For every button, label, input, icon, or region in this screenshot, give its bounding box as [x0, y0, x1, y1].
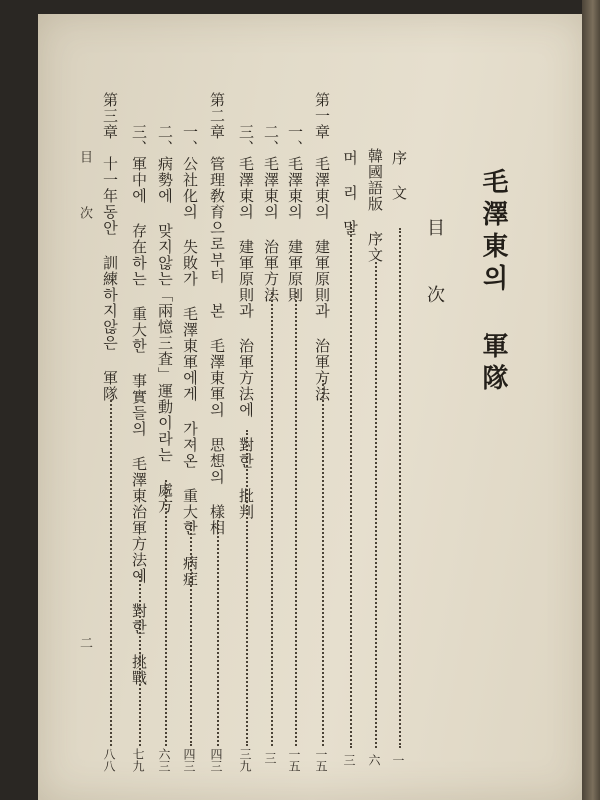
- running-head: 目 次: [77, 150, 92, 233]
- toc-leader: [217, 520, 219, 746]
- toc-leader: [375, 262, 377, 748]
- toc-page-number: 八八: [102, 748, 116, 772]
- toc-page-number: 六: [367, 754, 381, 766]
- toc-entry-preface[interactable]: 序 文: [390, 150, 408, 201]
- toc-leader: [165, 480, 167, 746]
- toc-page-number: 四三: [182, 748, 196, 772]
- toc-entry-korean-preface[interactable]: 韓國語版 序文: [366, 148, 384, 263]
- toc-leader: [399, 228, 401, 748]
- toc-entry-chapter-2[interactable]: 第二章 管理敎育으로부터 본 毛澤東軍의 思想의 樣相: [208, 92, 226, 536]
- toc-page-number: 三: [263, 752, 277, 764]
- toc-entry-chapter-3[interactable]: 第三章 十一年동안 訓練하지않은 軍隊: [101, 92, 119, 402]
- toc-entry-2-3[interactable]: 三、軍中에 存在하는 重大한 事實들의 毛澤東治軍方法에 對한 挑戰: [130, 124, 148, 686]
- toc-entry-2-2[interactable]: 二、病勢에 맞지않는「兩憶三査」運動이라는 處方: [156, 124, 174, 514]
- toc-leader: [271, 292, 273, 746]
- toc-leader: [110, 400, 112, 746]
- toc-entry-1-2[interactable]: 二、毛澤東의 治軍方法: [262, 124, 280, 303]
- toc-leader: [322, 380, 324, 746]
- toc-entry-chapter-1[interactable]: 第一章 毛澤東의 建軍原則과 治軍方法: [313, 92, 331, 402]
- toc-page-number: 一五: [287, 748, 301, 772]
- book-spine: [582, 0, 600, 800]
- toc-page-number: 一五: [314, 748, 328, 772]
- toc-leader: [139, 576, 141, 746]
- toc-page-number: 一: [391, 754, 405, 766]
- toc-leader: [295, 292, 297, 746]
- toc-page-number: 六三: [157, 748, 171, 772]
- toc-page-number: 三九: [238, 748, 252, 772]
- toc-leader: [350, 224, 352, 748]
- toc-entry-2-1[interactable]: 一、公社化의 失敗가 毛澤東軍에게 가져온 重大한 病症: [181, 124, 199, 587]
- toc-leader: [190, 522, 192, 746]
- toc-page-number: 四三: [209, 748, 223, 772]
- folio-page-number: 二: [77, 636, 92, 663]
- toc-page-number: 三: [342, 754, 356, 766]
- toc-entry-foreword[interactable]: 머 리 말: [341, 150, 359, 236]
- toc-heading: 目 次: [424, 218, 445, 317]
- toc-page-number: 七九: [131, 748, 145, 772]
- toc-entry-1-3[interactable]: 三、毛澤東의 建軍原則과 治軍方法에 對한 批判: [237, 124, 255, 520]
- toc-entry-1-1[interactable]: 一、毛澤東의 建軍原則: [286, 124, 304, 303]
- book-page: [38, 14, 586, 800]
- book-title: 毛澤東의 軍隊: [478, 168, 508, 396]
- toc-leader: [246, 430, 248, 746]
